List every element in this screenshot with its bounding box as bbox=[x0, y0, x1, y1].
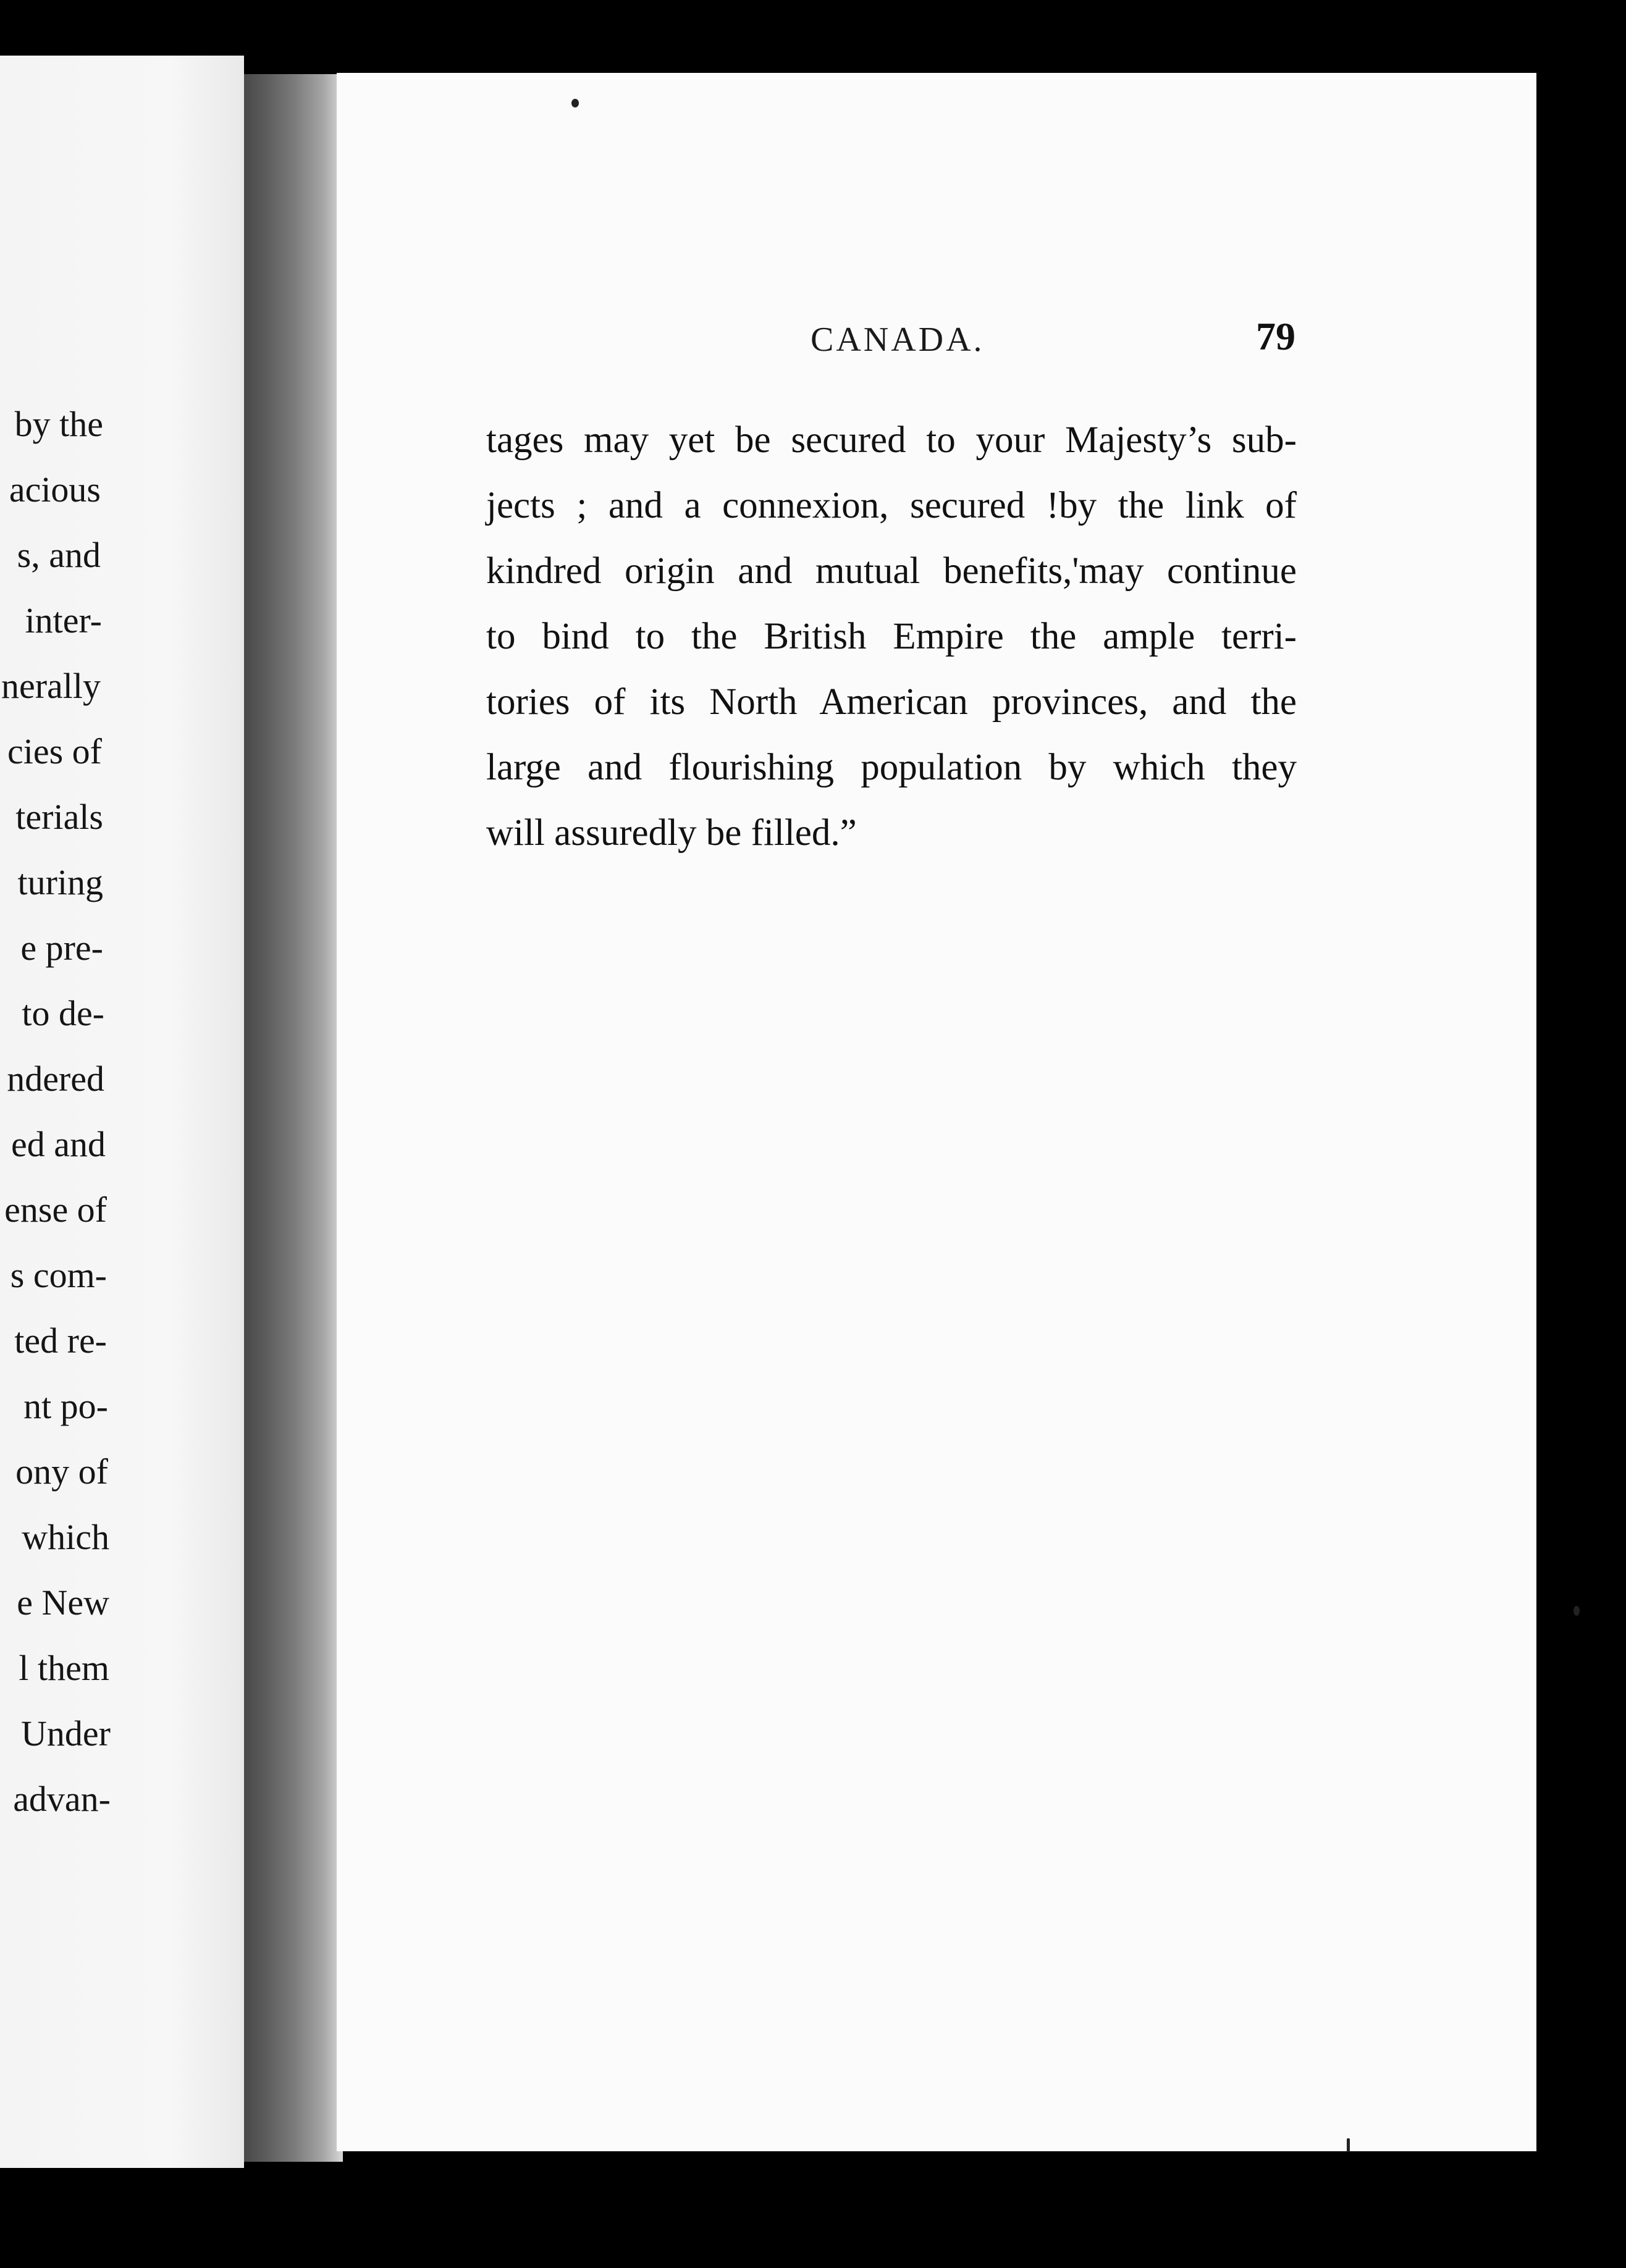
left-line: s, and bbox=[17, 535, 101, 575]
left-line: by the bbox=[14, 404, 103, 444]
text-line: will assuredly be filled.” bbox=[486, 812, 857, 854]
text-line: kindred origin and mutual benefits,'may continue bbox=[486, 550, 1297, 592]
text-line: tages may yet be secured to your Majesty’s sub- bbox=[486, 419, 1297, 461]
scan-speck bbox=[1573, 1606, 1580, 1616]
page-number: 79 bbox=[1256, 314, 1295, 358]
left-line: which bbox=[22, 1517, 109, 1557]
scan-speck bbox=[571, 99, 579, 107]
left-line: e pre- bbox=[20, 928, 103, 968]
left-page-text bbox=[0, 56, 244, 2168]
left-line: turing bbox=[17, 862, 103, 902]
left-line: ndered bbox=[7, 1059, 104, 1099]
left-line: l them bbox=[19, 1648, 109, 1688]
left-line: nt po- bbox=[23, 1386, 108, 1426]
left-line: inter- bbox=[25, 600, 102, 640]
text-line: to bind to the British Empire the ample terri- bbox=[486, 616, 1297, 657]
left-line: e New bbox=[17, 1582, 109, 1623]
left-line: cies of bbox=[7, 731, 102, 771]
left-line: to de- bbox=[22, 993, 104, 1033]
left-page bbox=[0, 56, 244, 2168]
left-line: nerally bbox=[1, 666, 101, 706]
running-head: CANADA. bbox=[811, 321, 985, 359]
scan-speck bbox=[1347, 2138, 1350, 2152]
right-page bbox=[337, 73, 1536, 2151]
text-line: jects ; and a connexion, secured !by the link of bbox=[486, 485, 1297, 526]
left-line: terials bbox=[15, 797, 103, 837]
left-line: ted re- bbox=[14, 1321, 107, 1361]
left-line: ed and bbox=[11, 1124, 106, 1164]
left-line: Under bbox=[21, 1713, 111, 1754]
book-gutter-shadow bbox=[244, 74, 343, 2162]
body-text bbox=[486, 408, 1297, 866]
text-line: tories of its North American provinces, and the bbox=[486, 681, 1297, 723]
left-line: advan- bbox=[13, 1779, 111, 1819]
left-line: s com- bbox=[10, 1255, 107, 1295]
left-line: acious bbox=[9, 469, 101, 510]
text-line: large and flourishing population by which they bbox=[486, 747, 1297, 788]
left-line: ony of bbox=[15, 1451, 108, 1492]
left-line: ense of bbox=[4, 1190, 107, 1230]
